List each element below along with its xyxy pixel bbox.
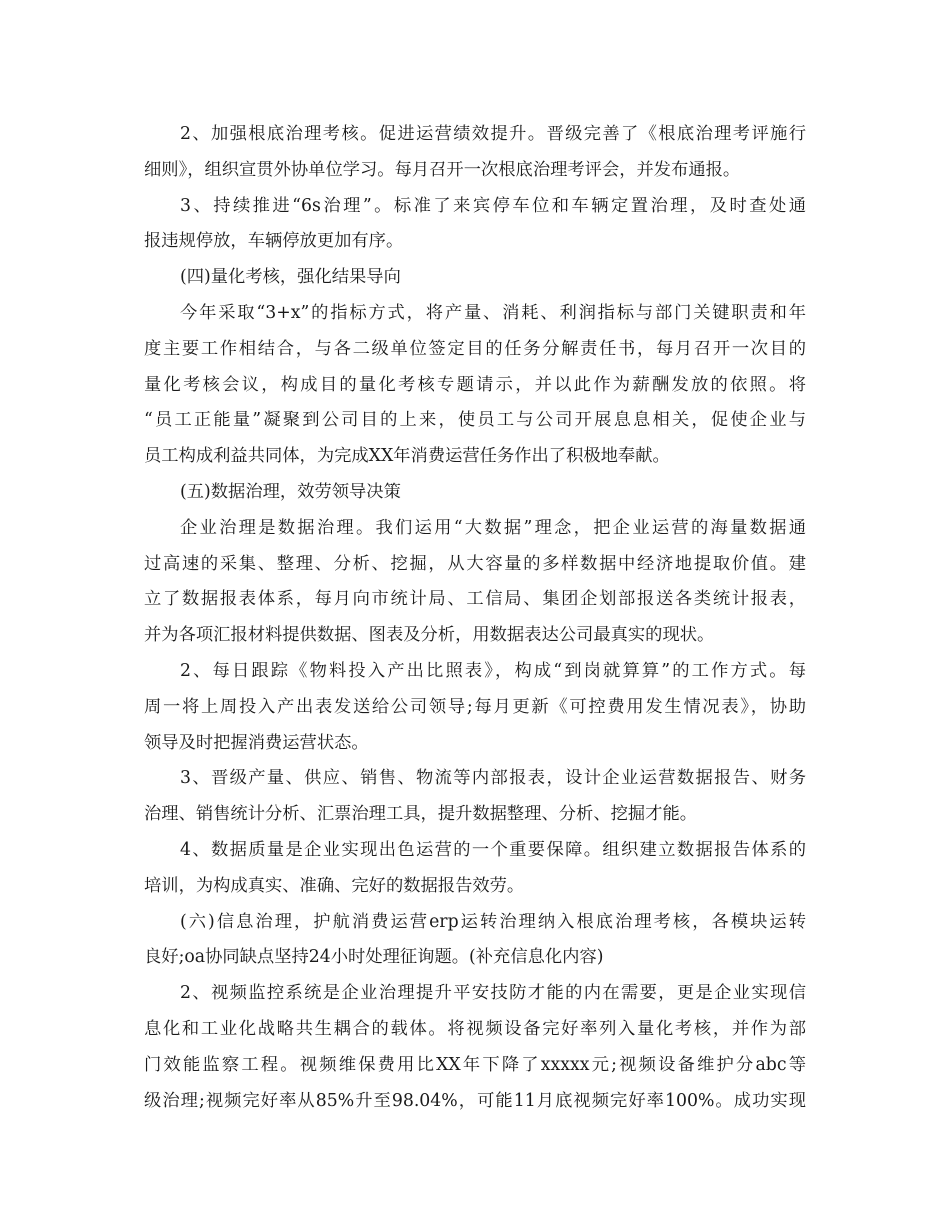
text-line: (五)数据治理，效劳领导决策	[180, 481, 401, 502]
text-line: 立了数据报表体系，每月向市统计局、工信局、集团企划部报送各类统计报表，	[144, 589, 806, 610]
text-line: 领导及时把握消费运营状态。	[144, 732, 369, 753]
text-line: 门效能监察工程。视频维保费用比XX年下降了xxxxx元;视频设备维护分abc等	[144, 1054, 806, 1075]
text-line: 培训，为构成真实、准确、完好的数据报告效劳。	[144, 875, 525, 896]
text-line: 度主要工作相结合，与各二级单位签定目的任务分解责任书，每月召开一次目的	[144, 338, 806, 359]
text-line: 并为各项汇报材料提供数据、图表及分析，用数据表达公司最真实的现状。	[144, 625, 715, 646]
text-line: 报违规停放，车辆停放更加有序。	[144, 231, 404, 252]
text-line: 员工构成利益共同体，为完成XX年消费运营任务作出了积极地奉献。	[144, 446, 670, 467]
text-line: 过高速的采集、整理、分析、挖掘，从大容量的多样数据中经济地提取价值。建	[144, 553, 806, 574]
text-line: (四)量化考核，强化结果导向	[180, 267, 401, 288]
text-line: 今年采取“3+x”的指标方式，将产量、消耗、利润指标与部门关键职责和年	[180, 302, 806, 323]
text-line: 良好;oa协同缺点坚持24小时处理征询题。(补充信息化内容)	[144, 947, 604, 968]
text-line: 2、视频监控系统是企业治理提升平安技防才能的内在需要，更是企业实现信	[180, 983, 806, 1004]
text-line: 周一将上周投入产出表发送给公司领导;每月更新《可控费用发生情况表》，协助	[144, 696, 806, 717]
text-line: 级治理;视频完好率从85%升至98.04%，可能11月底视频完好率100%。成功实现	[144, 1090, 806, 1111]
text-line: 企业治理是数据治理。我们运用“大数据”理念，把企业运营的海量数据通	[180, 517, 806, 538]
text-line: 2、加强根底治理考核。促进运营绩效提升。晋级完善了《根底治理考评施行	[180, 124, 806, 144]
text-line: 2、每日跟踪《物料投入产出比照表》，构成“到岗就算算”的工作方式。每	[180, 660, 806, 681]
text-line: 量化考核会议，构成目的量化考核专题请示，并以此作为薪酬发放的依照。将	[144, 374, 806, 395]
text-line: 3、晋级产量、供应、销售、物流等内部报表，设计企业运营数据报告、财务	[180, 768, 806, 789]
document-body	[144, 117, 806, 1119]
text-line: 息化和工业化战略共生耦合的载体。将视频设备完好率列入量化考核，并作为部	[144, 1018, 806, 1039]
text-line: “员工正能量”凝聚到公司目的上来，使员工与公司开展息息相关，促使企业与	[144, 410, 806, 431]
text-line: (六)信息治理，护航消费运营erp运转治理纳入根底治理考核，各模块运转	[180, 911, 806, 932]
text-line: 3、持续推进“6s治理”。标准了来宾停车位和车辆定置治理，及时查处通	[180, 195, 806, 216]
text-line: 治理、销售统计分析、汇票治理工具，提升数据整理、分析、挖掘才能。	[144, 804, 698, 825]
text-line: 细则》，组织宣贯外协单位学习。每月召开一次根底治理考评会，并发布通报。	[144, 159, 741, 180]
text-line: 4、数据质量是企业实现出色运营的一个重要保障。组织建立数据报告体系的	[180, 839, 806, 860]
